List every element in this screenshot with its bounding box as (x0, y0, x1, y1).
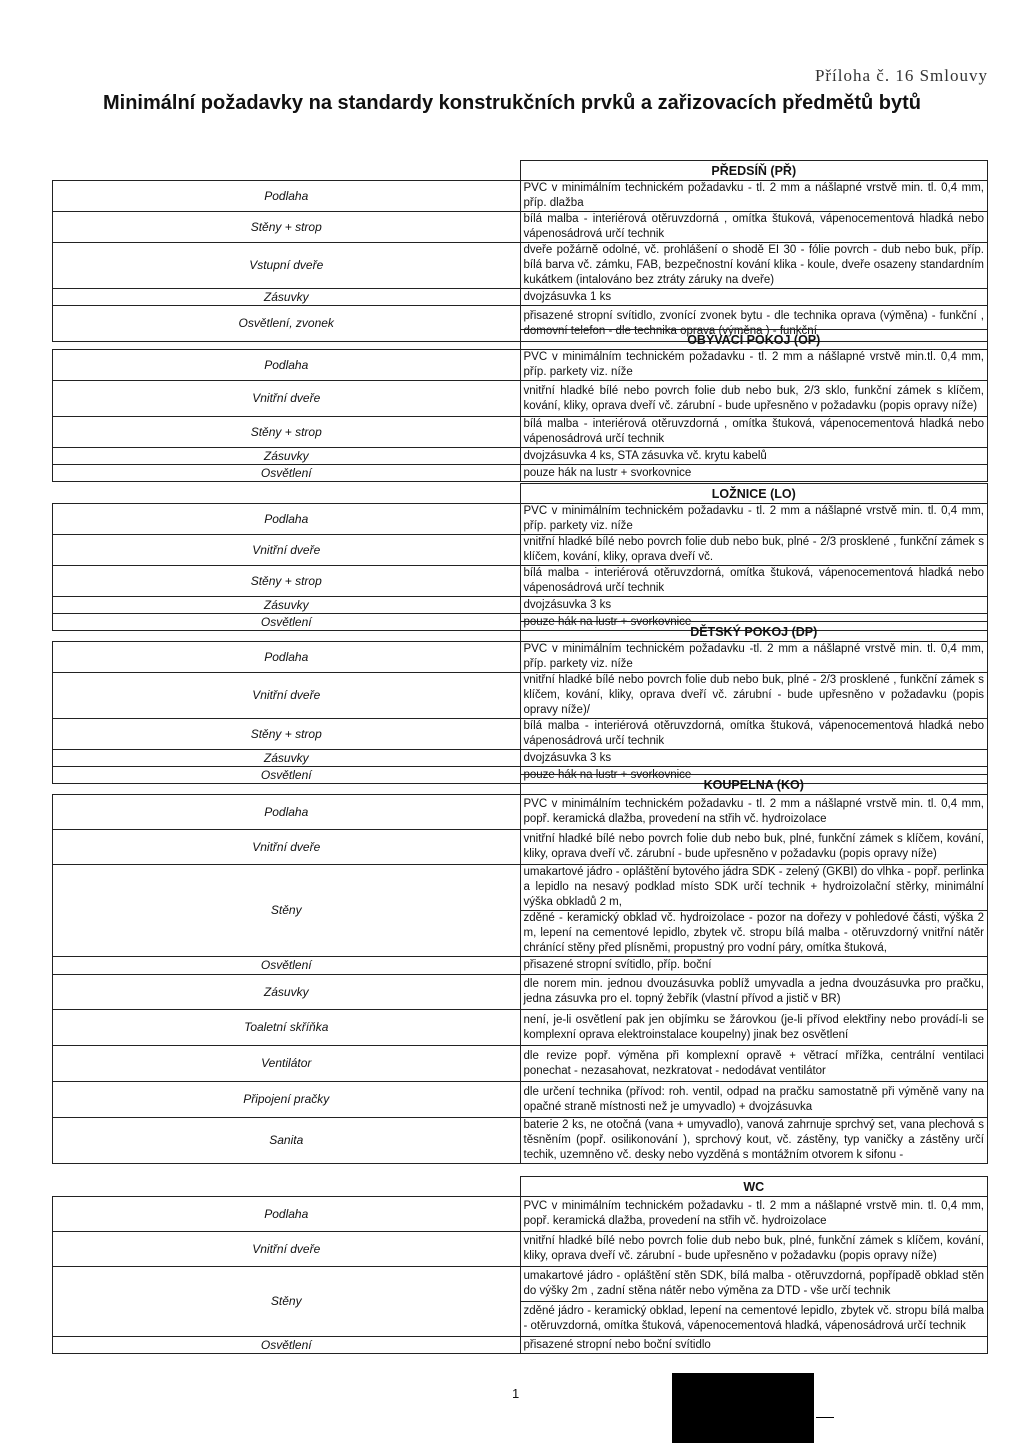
row-label: Zásuvky (53, 289, 521, 306)
row-value: PVC v minimálním technickém požadavku -tl. 2 mm a nášlapné vrstvě min. tl. 0,4 mm, příp. parkety viz. níže (520, 642, 988, 673)
row-value: PVC v minimálním technickém požadavku - tl. 2 mm a nášlapné vrstvě min. tl. 0,4 mm, příp. dlažba (520, 181, 988, 212)
row-value: pouze hák na lustr + svorkovnice (520, 767, 988, 784)
row-label: Osvětlení (53, 767, 521, 784)
section-heading: PŘEDSÍŇ (PŘ) (520, 161, 988, 181)
row-label: Ventilátor (53, 1046, 521, 1082)
row-label: Zásuvky (53, 448, 521, 465)
row-value: PVC v minimálním technickém požadavku - tl. 2 mm a nášlapné vrstvě min.tl. 0,4 mm, příp. parkety viz. níže (520, 350, 988, 381)
row-label: Stěny + strop (53, 417, 521, 448)
section-heading: KOUPELNA (KO) (520, 775, 988, 795)
row-label: Osvětlení (53, 614, 521, 631)
row-label: Stěny (53, 1267, 521, 1337)
section-obyvaci-pokoj (52, 329, 988, 482)
row-label: Stěny + strop (53, 566, 521, 597)
section-loznice (52, 483, 988, 631)
row-value: vnitřní hladké bílé nebo povrch folie dub nebo buk, plné - 2/3 prosklené , funkční zámek s klíčem, kování, kliky, oprava dveří vč. (520, 535, 988, 566)
row-label: Připojení pračky (53, 1082, 521, 1118)
row-label: Podlaha (53, 350, 521, 381)
row-label: Podlaha (53, 1197, 521, 1232)
row-value: dle určení technika (přívod: roh. ventil, odpad na pračku samostatně při výměně vany na opačné straně místnosti než je umyvadlo) + dvojzásuvka (520, 1082, 988, 1118)
row-label: Toaletní skříňka (53, 1010, 521, 1046)
row-value: dvojzásuvka 4 ks, STA zásuvka vč. krytu kabelů (520, 448, 988, 465)
label-spacer (53, 484, 521, 504)
row-label: Osvětlení, zvonek (53, 306, 521, 342)
row-value: vnitřní hladké bílé nebo povrch folie dub nebo buk, 2/3 sklo, funkční zámek s klíčem, kování, kliky, oprava dveří vč. zárubní - bude upřesněno v požadavku (popis opravy níže) (520, 381, 988, 417)
row-value: není, je-li osvětlení pak jen objímku se žárovkou (je-li přívod elektřiny nebo provádí-li se komplexní oprava elektroinstalace koupelny) jinak bez osvětlení (520, 1010, 988, 1046)
section-heading: OBÝVACÍ POKOJ (OP) (520, 330, 988, 350)
section-predsin (52, 160, 988, 342)
row-value: PVC v minimálním technickém požadavku - tl. 2 mm a nášlapné vrstvě min. tl. 0,4 mm, popř. keramická dlažba, provedení na střih vč. hydroizolace (520, 795, 988, 830)
redaction-block (672, 1373, 814, 1443)
section-koupelna (52, 774, 988, 1164)
annex-label: Příloha č. 16 Smlouvy (814, 66, 988, 85)
section-detsky-pokoj (52, 621, 988, 784)
row-label: Vnitřní dveře (53, 830, 521, 865)
row-value: bílá malba - interiérová otěruvzdorná , omítka štuková, vápenocementová hladká nebo vápenosádrová určí technik (520, 212, 988, 243)
row-label: Osvětlení (53, 465, 521, 482)
row-label: Vstupní dveře (53, 243, 521, 289)
row-value: bílá malba - interiérová otěruvzdorná , omítka štuková, vápenocementová hladká nebo vápenosádrová určí technik (520, 417, 988, 448)
row-label: Zásuvky (53, 750, 521, 767)
row-value: dvojzásuvka 3 ks (520, 597, 988, 614)
row-label: Podlaha (53, 504, 521, 535)
row-label: Stěny + strop (53, 212, 521, 243)
row-label: Podlaha (53, 181, 521, 212)
row-label: Podlaha (53, 642, 521, 673)
row-value: vnitřní hladké bílé nebo povrch folie dub nebo buk, plné - 2/3 prosklené , funkční zámek s klíčem, kování, kliky, oprava dveří vč. zárubní - bude upřesněno v požadavku (popis opravy níže)/ (520, 673, 988, 719)
signature-line (816, 1417, 834, 1418)
row-value: zděné jádro - keramický obklad, lepení na cementové lepidlo, zbytek vč. stropu bílá malba - otěruvzdorná, omítka štuková, vápenocementová hladká, vápenosádrová určí technik (520, 1302, 988, 1337)
label-spacer (53, 622, 521, 642)
document-title: Minimální požadavky na standardy konstrukčních prvků a zařizovacích předmětů bytů (103, 92, 921, 114)
row-value: umakartové jádro - opláštění stěn SDK, bílá malba - otěruvzdorná, popřípadě obklad stěn do výšky 2m , zadní stěna nátěr nebo výměna za DTD - vše určí technik (520, 1267, 988, 1302)
row-label: Stěny (53, 865, 521, 957)
row-value: vnitřní hladké bílé nebo povrch folie dub nebo buk, plné, funkční zámek s klíčem, kování, kliky, oprava dveří vč. zárubní - bude upřesněno v požadavku (popis opravy níže) (520, 830, 988, 865)
row-value: baterie 2 ks, ne otočná (vana + umyvadlo), vanová zahrnuje sprchvý set, vana plechová s těsněním (popř. osilikonování ), sprchový kout, vč. zástěny, typ vaničky a zástěny určí techik, uzemněno vč. desky nebo vyzděná s montážním otvorem k sifonu - (520, 1118, 988, 1164)
section-wc (52, 1176, 988, 1354)
label-spacer (53, 1177, 521, 1197)
page-number: 1 (512, 1386, 520, 1401)
row-value: přisazené stropní nebo boční svítidlo (520, 1337, 988, 1354)
row-value: umakartové jádro - opláštění bytového jádra SDK - zelený (GKBI) do vlhka - popř. perlinka a lepidlo na nesavý podklad místo SDK určí technik + hydroizolační stěrky, minimální výška obkladů 2 m, (520, 865, 988, 911)
row-value: přisazené stropní svítidlo, zvonící zvonek bytu - dle technika oprava (výměna) - funkční , domovní telefon - dle technika oprava (výměna ) - funkční (520, 306, 988, 342)
row-value: vnitřní hladké bílé nebo povrch folie dub nebo buk, plné, funkční zámek s klíčem, kování, kliky, oprava dveří vč. zárubní - bude upřesněno v požadavku (popis opravy níže) (520, 1232, 988, 1267)
row-label: Stěny + strop (53, 719, 521, 750)
row-value: PVC v minimálním technickém požadavku - tl. 2 mm a nášlapné vrstvě min. tl. 0,4 mm, příp. parkety viz. níže (520, 504, 988, 535)
row-value: pouze hák na lustr + svorkovnice (520, 465, 988, 482)
label-spacer (53, 161, 521, 181)
row-value: dvojzásuvka 1 ks (520, 289, 988, 306)
row-value: pouze hák na lustr + svorkovnice (520, 614, 988, 631)
row-value: bílá malba - interiérová otěruvzdorná, omítka štuková, vápenocementová hladká nebo vápenosádrová určí technik (520, 566, 988, 597)
row-label: Vnitřní dveře (53, 1232, 521, 1267)
row-label: Zásuvky (53, 597, 521, 614)
row-value: PVC v minimálním technickém požadavku - tl. 2 mm a nášlapné vrstvě min. tl. 0,4 mm, popř. keramická dlažba, provedení na střih vč. hydroizolace (520, 1197, 988, 1232)
row-value: dvojzásuvka 3 ks (520, 750, 988, 767)
row-value: přisazené stropní svítidlo, příp. boční (520, 957, 988, 975)
row-value: dle revize popř. výměna při komplexní opravě + větrací mřížka, centrální ventilaci ponechat - nezasahovat, nezkratovat - nedodávat ventilátor (520, 1046, 988, 1082)
row-value: zděné - keramický obklad vč. hydroizolace - pozor na dořezy v pohledové části, výška 2 m, lepení na cementové lepidlo, zbytek vč. stropu bílá malba - otěruvzdorný vnitřní nátěr chránící stěny před plísněmi, propustný pro vodní páry, omítka štuková, (520, 911, 988, 957)
row-label: Zásuvky (53, 975, 521, 1010)
row-label: Sanita (53, 1118, 521, 1164)
row-label: Podlaha (53, 795, 521, 830)
row-label: Vnitřní dveře (53, 535, 521, 566)
section-heading: LOŽNICE (LO) (520, 484, 988, 504)
row-label: Osvětlení (53, 1337, 521, 1354)
row-label: Vnitřní dveře (53, 381, 521, 417)
label-spacer (53, 330, 521, 350)
row-label: Vnitřní dveře (53, 673, 521, 719)
section-heading: WC (520, 1177, 988, 1197)
row-label: Osvětlení (53, 957, 521, 975)
row-value: dle norem min. jednou dvouzásuvka poblíž umyvadla a jedna dvouzásuvka pro pračku, jedna zásuvka pro el. topný žebřík (vlastní přívod a jistič v BR) (520, 975, 988, 1010)
row-value: bílá malba - interiérová otěruvzdorná, omítka štuková, vápenocementová hladká nebo vápenosádrová určí technik (520, 719, 988, 750)
section-heading: DĚTSKÝ POKOJ (DP) (520, 622, 988, 642)
label-spacer (53, 775, 521, 795)
row-value: dveře požárně odolné, vč. prohlášení o shodě EI 30 - fólie povrch - dub nebo buk, příp. bílá barva vč. zámku, FAB, bezpečnostní kování klika - koule, dveře osazeny standardním kukátkem (intalováno bez ztráty záruky na dveře) (520, 243, 988, 289)
